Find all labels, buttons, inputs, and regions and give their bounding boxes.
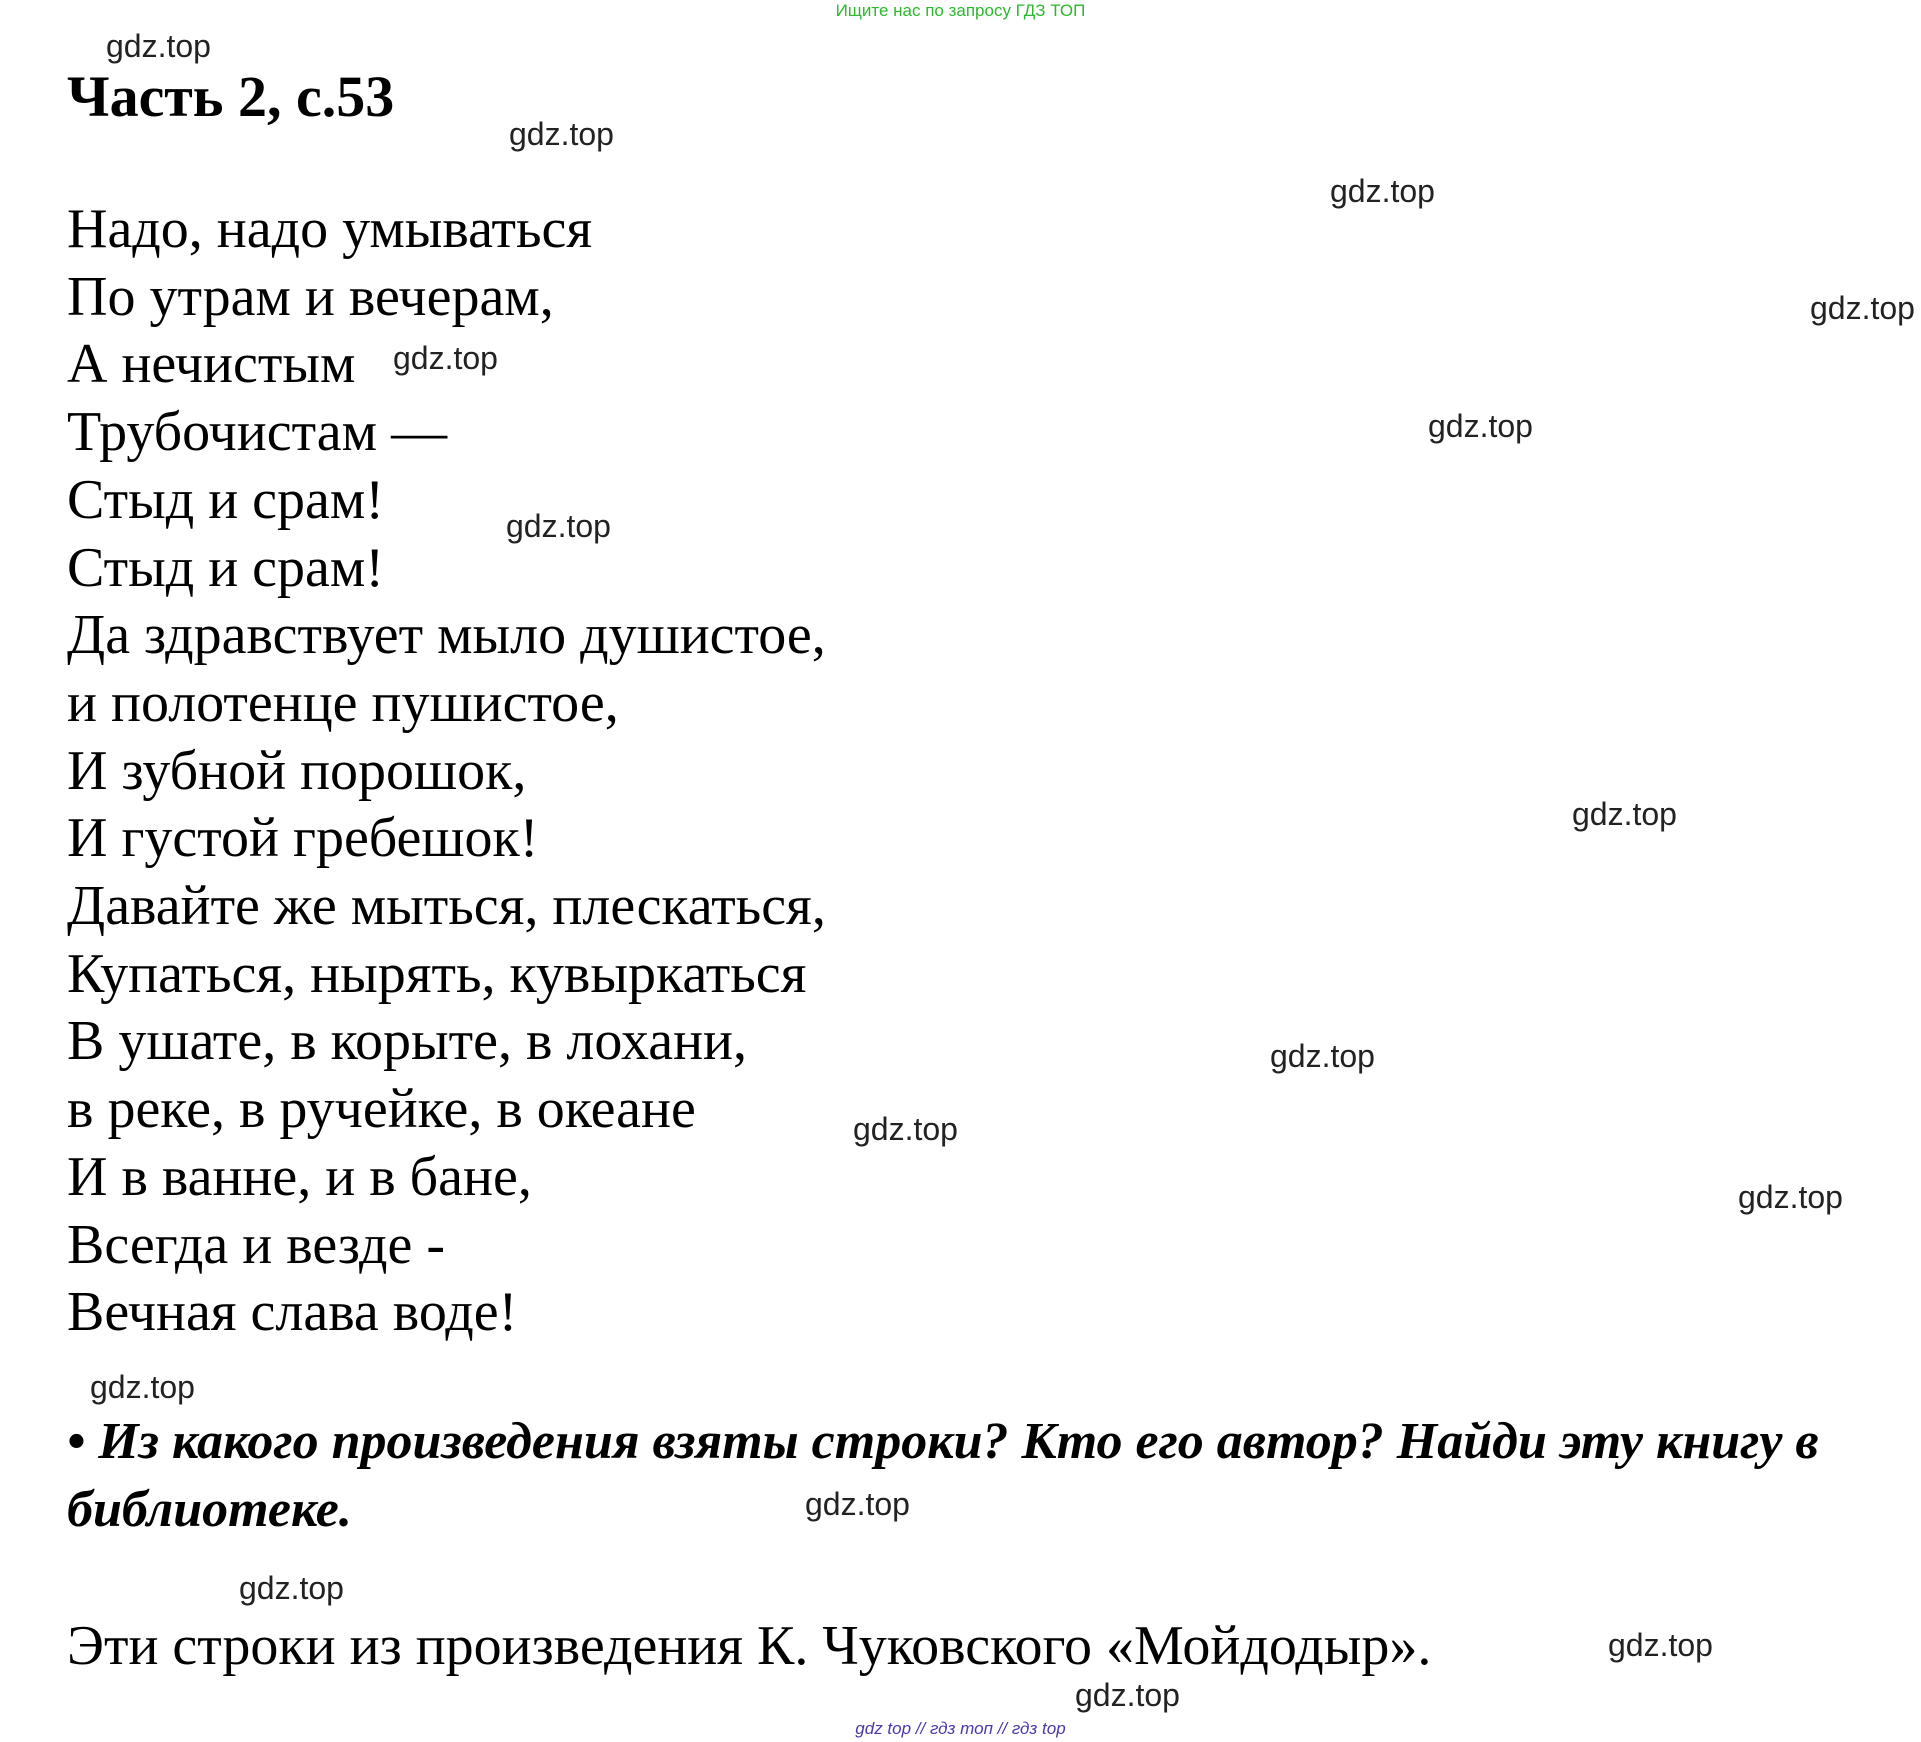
poem-line: Вечная слава воде! bbox=[67, 1281, 518, 1344]
watermark: gdz.top bbox=[509, 116, 614, 152]
poem-line: А нечистым bbox=[67, 333, 356, 396]
watermark: gdz.top bbox=[805, 1486, 910, 1522]
watermark: gdz.top bbox=[1270, 1038, 1375, 1074]
poem-line: По утрам и вечерам, bbox=[67, 265, 554, 328]
watermark: gdz.top bbox=[1572, 796, 1677, 832]
watermark: gdz.top bbox=[506, 508, 611, 544]
poem-line: Всегда и везде - bbox=[67, 1213, 445, 1276]
watermark: gdz.top bbox=[90, 1369, 195, 1405]
watermark: gdz.top bbox=[393, 340, 498, 376]
poem-line: В ушате, в корыте, в лохани, bbox=[67, 1010, 748, 1073]
watermark: gdz.top bbox=[1810, 290, 1915, 326]
watermark: gdz.top bbox=[1428, 408, 1533, 444]
poem-line: в реке, в ручейке, в океане bbox=[67, 1078, 696, 1141]
poem-line: И зубной порошок, bbox=[67, 739, 527, 802]
watermark: gdz.top bbox=[1330, 173, 1435, 209]
watermark: gdz.top bbox=[1075, 1677, 1180, 1713]
watermark: gdz.top bbox=[239, 1570, 344, 1606]
poem-line: И в ванне, и в бане, bbox=[67, 1145, 532, 1208]
poem-line: Надо, надо умываться bbox=[67, 198, 593, 260]
poem-line: Стыд и срам! bbox=[67, 536, 384, 599]
poem-line: Трубочистам — bbox=[67, 401, 448, 464]
watermark: gdz.top bbox=[1608, 1627, 1713, 1663]
poem-line: Стыд и срам! bbox=[67, 468, 384, 531]
watermark: gdz.top bbox=[1738, 1179, 1843, 1215]
poem-line: И густой гребешок! bbox=[67, 807, 539, 870]
poem-line: Да здравствует мыло душистое, bbox=[67, 604, 826, 667]
footer-watermark: gdz top // гдз топ // гдз top bbox=[855, 1719, 1066, 1738]
answer-text: Эти строки из произведения К. Чуковского «Мойдодыр». bbox=[67, 1615, 1432, 1677]
question-text: • Из какого произведения взяты строки? Кто его автор? Найди эту книгу в библиотеке. bbox=[67, 1413, 1819, 1538]
poem-line: Купаться, нырять, кувыркаться bbox=[67, 942, 807, 1005]
poem-line: и полотенце пушистое, bbox=[67, 671, 619, 734]
page-title: Часть 2, с.53 bbox=[67, 64, 395, 129]
watermark: gdz.top bbox=[106, 28, 211, 64]
watermark: gdz.top bbox=[853, 1111, 958, 1147]
poem-line: Давайте же мыться, плескаться, bbox=[67, 875, 826, 938]
top-banner: Ищите нас по запросу ГДЗ ТОП bbox=[835, 1, 1086, 20]
